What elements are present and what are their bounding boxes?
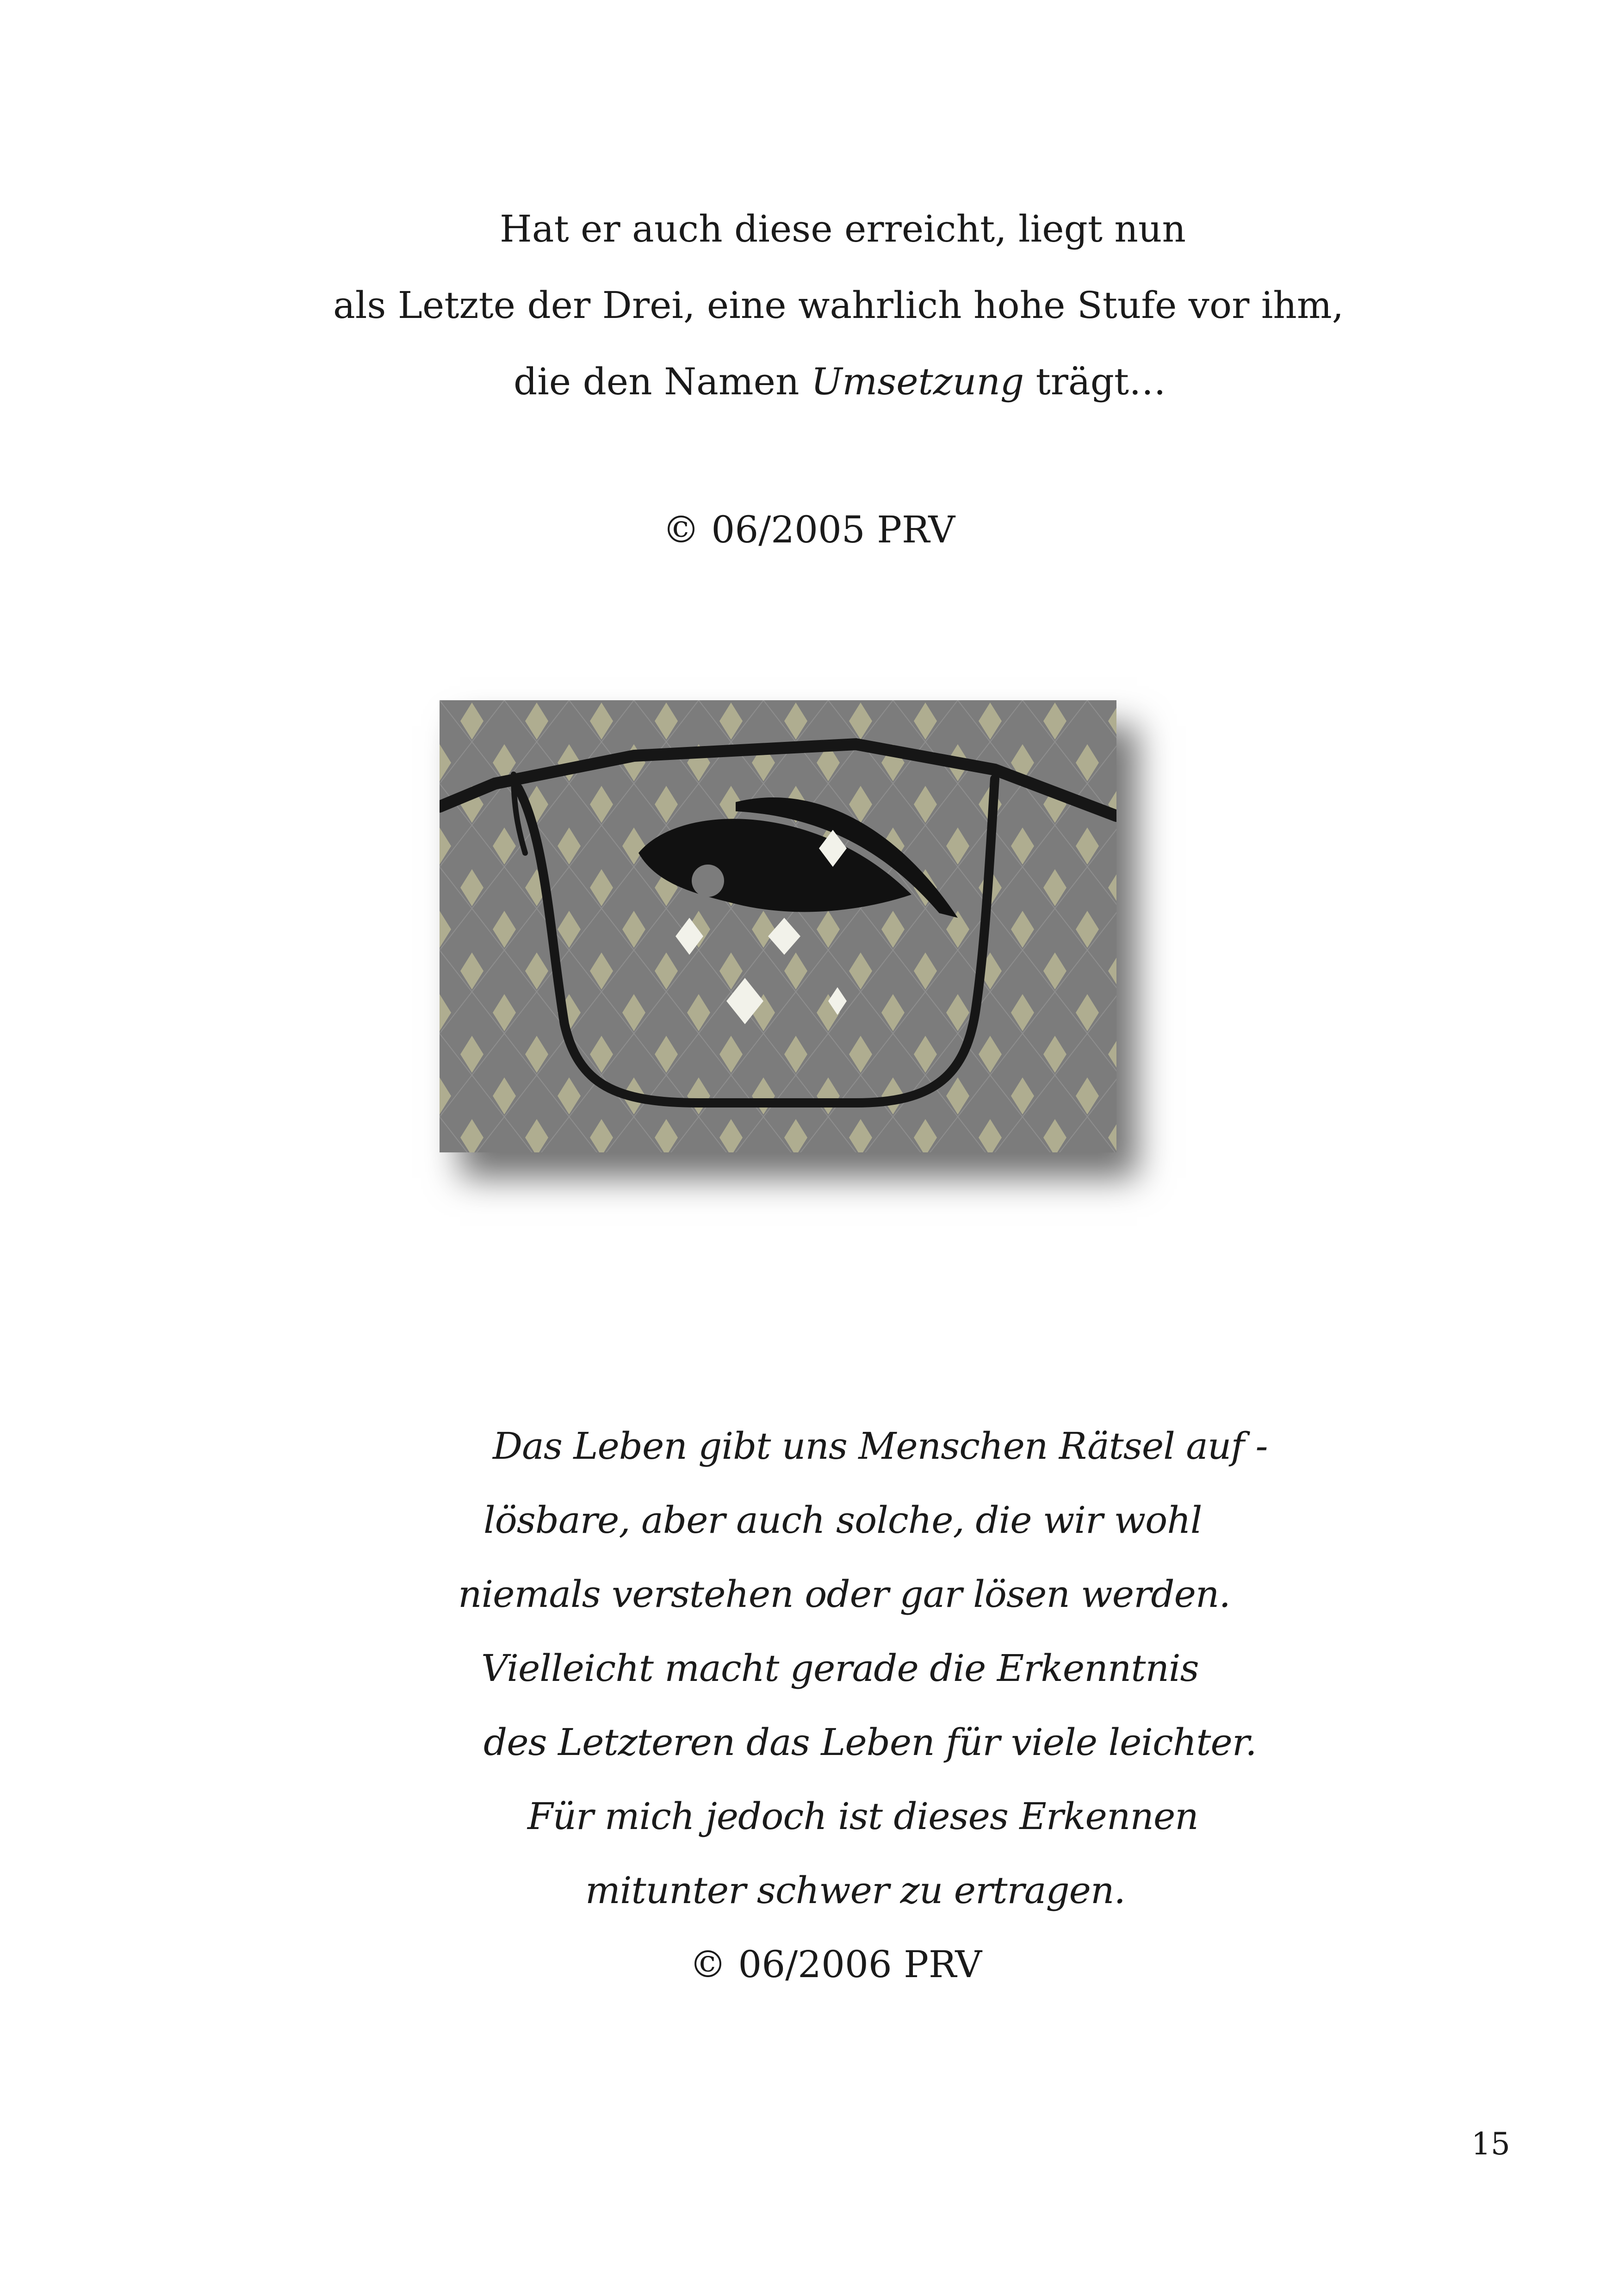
bottom-poem-line-4: Vielleicht macht gerade die Erkenntnis bbox=[481, 1647, 1199, 1690]
top-poem-line-3-end: trägt… bbox=[1024, 360, 1166, 403]
bottom-poem-copyright: © 06/2006 PRV bbox=[689, 1943, 982, 1986]
top-poem-line-2: als Letzte der Drei, eine wahrlich hohe Stufe vor ihm, bbox=[333, 284, 1344, 327]
top-poem-line-3-text: die den Namen bbox=[514, 360, 811, 403]
bottom-poem-line-2: lösbare, aber auch solche, die wir wohl bbox=[484, 1499, 1202, 1542]
top-poem-emphasis: Umsetzung bbox=[811, 360, 1024, 403]
eye-glasses-image bbox=[440, 700, 1116, 1152]
top-poem-line-1: Hat er auch diese erreicht, liegt nun bbox=[500, 207, 1186, 250]
bottom-poem-line-5: des Letzteren das Leben für viele leichter. bbox=[484, 1721, 1257, 1764]
eye-glasses-illustration bbox=[440, 700, 1116, 1152]
bottom-poem-line-3: niemals verstehen oder gar lösen werden. bbox=[458, 1573, 1230, 1616]
top-poem-line-3 bbox=[514, 360, 1618, 403]
bottom-poem-line-6: Für mich jedoch ist dieses Erkennen bbox=[527, 1795, 1198, 1838]
page-number: 15 bbox=[1471, 2126, 1510, 2162]
bottom-poem-line-1: Das Leben gibt uns Menschen Rätsel auf - bbox=[493, 1425, 1268, 1468]
bottom-poem-line-7: mitunter schwer zu ertragen. bbox=[585, 1869, 1125, 1912]
top-poem-copyright: © 06/2005 PRV bbox=[663, 508, 955, 551]
